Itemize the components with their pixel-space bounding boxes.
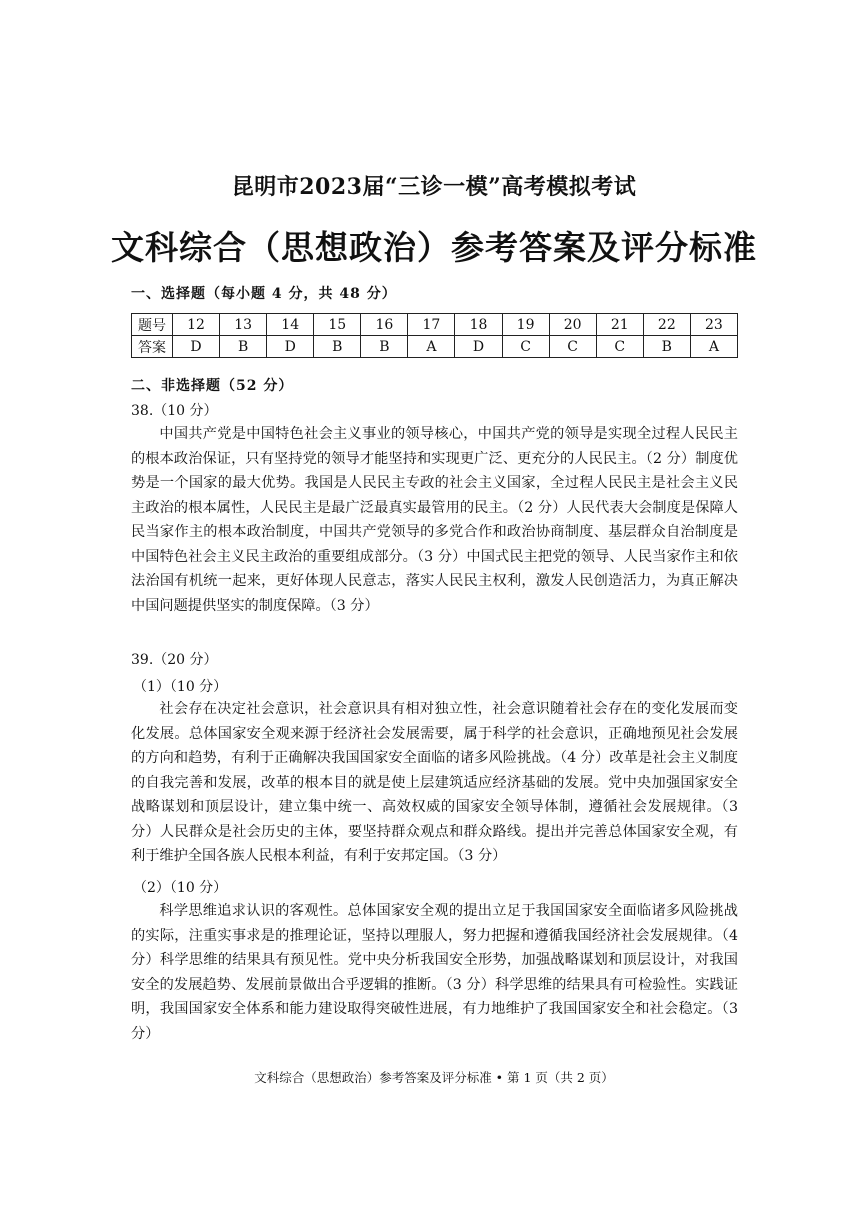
answer-cell: C — [549, 336, 596, 358]
answer-cell: B — [220, 336, 267, 358]
question-number: 17 — [408, 314, 455, 336]
exam-title: 昆明市2023届“三诊一模”高考模拟考试 — [231, 174, 637, 200]
section-open-questions-heading: 二、非选择题（52 分） — [131, 378, 294, 394]
answer-cell: D — [267, 336, 314, 358]
question-number: 12 — [173, 314, 220, 336]
answer-cell: D — [455, 336, 502, 358]
answer-cell: B — [314, 336, 361, 358]
answer-cell: A — [690, 336, 737, 358]
answer-cell: A — [408, 336, 455, 358]
question-39-part1-label: （1）（10 分） — [133, 679, 228, 695]
question-number: 15 — [314, 314, 361, 336]
answer-cell: B — [643, 336, 690, 358]
question-39-label: 39.（20 分） — [131, 652, 218, 668]
document-title: 文科综合（思想政治）参考答案及评分标准 — [111, 228, 757, 267]
question-number: 14 — [267, 314, 314, 336]
answer-cell: B — [361, 336, 408, 358]
question-number: 22 — [643, 314, 690, 336]
question-number: 19 — [502, 314, 549, 336]
answer-row — [132, 336, 738, 358]
question-number: 16 — [361, 314, 408, 336]
question-number: 23 — [690, 314, 737, 336]
page-footer: 文科综合（思想政治）参考答案及评分标准 • 第 1 页（共 2 页） — [254, 1070, 614, 1085]
answer-cell: C — [596, 336, 643, 358]
row-label-number: 题号 — [132, 314, 173, 336]
question-39-part1-answer: 社会存在决定社会意识，社会意识具有相对独立性，社会意识随着社会存在的变化发展而变化发展。总体国家安全观来源于经济社会发展需要，属于科学的社会意识，正确地预见社会发展的方向和趋势，有利于正确解决我国国家安全面临的诸多风险挑战。（4 分）改革是社会主义制度的自我完善和发展，改革的根本目的就是使上层建筑适应经济基础的发展。党中央加强国家安全战略谋划和顶层设计，建立集中统一、高效权威的国家安全领导体制，遵循社会发展规律。（3 分）人民群众是社会历史的主体，要坚持群众观点和群众路线。提出并完善总体国家安全观，有利于维护全国各族人民根本利益，有利于安邦定国。（3 分） — [131, 701, 738, 864]
question-number: 21 — [596, 314, 643, 336]
row-label-answer: 答案 — [132, 336, 173, 358]
question-number: 13 — [220, 314, 267, 336]
question-38-answer: 中国共产党是中国特色社会主义事业的领导核心，中国共产党的领导是实现全过程人民民主的根本政治保证，只有坚持党的领导才能坚持和实现更广泛、更充分的人民民主。（2 分）制度优势是一个国家的最大优势。我国是人民民主专政的社会主义国家，全过程人民民主是社会主义民主政治的根本属性，人民民主是最广泛最真实最管用的民主。（2 分）人民代表大会制度是保障人民当家作主的根本政治制度，中国共产党领导的多党合作和政治协商制度、基层群众自治制度是中国特色社会主义民主政治的重要组成部分。（3 分）中国式民主把党的领导、人民当家作主和依法治国有机统一起来，更好体现人民意志，落实人民民主权利，激发人民创造活力，为真正解决中国问题提供坚实的制度保障。（3 分） — [131, 426, 738, 614]
question-number-row — [132, 314, 738, 336]
question-38-label: 38.（10 分） — [131, 403, 218, 419]
answer-table — [131, 313, 738, 358]
question-number: 18 — [455, 314, 502, 336]
section-multiple-choice-heading: 一、选择题（每小题 4 分，共 48 分） — [131, 286, 397, 302]
question-39-part2-answer: 科学思维追求认识的客观性。总体国家安全观的提出立足于我国国家安全面临诸多风险挑战的实际，注重实事求是的推理论证，坚持以理服人，努力把握和遵循我国经济社会发展规律。（4 分）科学思维的结果具有预见性。党中央分析我国安全形势，加强战略谋划和顶层设计，对我国安全的发展趋势、发展前景做出合乎逻辑的推断。（3 分）科学思维的结果具有可检验性。实践证明，我国国家安全体系和能力建设取得突破性进展，有力地维护了我国国家安全和社会稳定。（3 分） — [131, 903, 738, 1042]
question-number: 20 — [549, 314, 596, 336]
answer-cell: D — [173, 336, 220, 358]
answer-cell: C — [502, 336, 549, 358]
question-39-part2-label: （2）（10 分） — [133, 880, 228, 896]
